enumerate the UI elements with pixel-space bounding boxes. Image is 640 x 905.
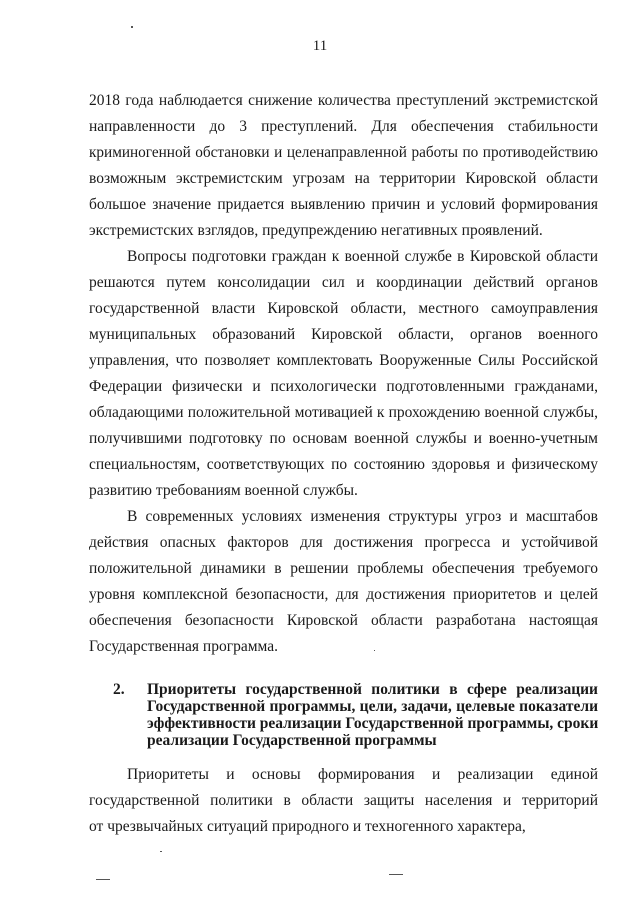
paragraph-line: решаются путем консолидации сил и координации действий органов <box>89 274 598 291</box>
section-heading-title <box>147 681 598 749</box>
paragraph <box>89 88 598 244</box>
section-heading-line: реализации Государственной программы <box>147 732 437 749</box>
section-heading-line: Государственной программы, цели, задачи, целевые показатели <box>147 698 598 715</box>
paragraph-line: управления, что позволяет комплектовать Вооруженные Силы Российской <box>89 352 598 369</box>
paragraph-line: уровня комплексной безопасности, для достижения приоритетов и целей <box>89 586 598 603</box>
scan-speck <box>160 851 162 852</box>
paragraph-line: экстремистских взглядов, предупреждению негативных проявлений. <box>89 222 543 239</box>
paragraph-line: муниципальных образований Кировской области, органов военного <box>89 326 598 343</box>
section-heading-line: эффективности реализации Государственной программы, сроки <box>147 715 599 732</box>
paragraph-line: действия опасных факторов для достижения прогресса и устойчивой <box>89 534 598 551</box>
paragraph <box>89 244 598 504</box>
body-text <box>89 88 598 660</box>
paragraph-line: специальностям, соответствующих по состоянию здоровья и физическому <box>89 456 598 473</box>
paragraph-line: Вопросы подготовки граждан к военной службе в Кировской области <box>127 248 598 265</box>
paragraph-line: обеспечения безопасности Кировской области разработана настоящая <box>89 612 598 629</box>
final-paragraph <box>89 762 598 840</box>
paragraph-line: направленности до 3 преступлений. Для обеспечения стабильности <box>89 118 598 135</box>
paragraph <box>89 504 598 660</box>
paragraph-line: положительной динамики в решении проблемы обеспечения требуемого <box>89 560 598 577</box>
paragraph-line: развитию требованиям военной службы. <box>89 482 358 499</box>
paragraph-line: Приоритеты и основы формирования и реализации единой <box>127 766 598 783</box>
paragraph-line: 2018 года наблюдается снижение количества преступлений экстремистской <box>89 92 598 109</box>
paragraph-line: обладающими положительной мотивацией к прохождению военной службы, <box>89 404 598 421</box>
paragraph-line: В современных условиях изменения структуры угроз и масштабов <box>127 508 598 525</box>
paragraph-line: от чрезвычайных ситуаций природного и техногенного характера, <box>89 818 526 835</box>
scan-speck <box>374 650 375 651</box>
section-heading-number: 2. <box>113 681 125 698</box>
page-number: 11 <box>312 38 328 54</box>
paragraph-line: получившими подготовку по основам военной службы и военно-учетным <box>89 430 598 447</box>
scan-speck <box>96 879 110 880</box>
paragraph-line: Федерации физически и психологически подготовленными гражданами, <box>89 378 598 395</box>
paragraph-line: возможным экстремистским угрозам на территории Кировской области <box>89 170 598 187</box>
paragraph-line: Государственная программа. <box>89 638 278 655</box>
paragraph-line: государственной власти Кировской области, местного самоуправления <box>89 300 598 317</box>
paragraph-line: большое значение придается выявлению причин и условий формирования <box>89 196 598 213</box>
paragraph-line: государственной политики в области защиты населения и территорий <box>89 792 598 809</box>
scan-speck <box>131 26 133 28</box>
scan-speck <box>389 874 403 875</box>
paragraph-line: криминогенной обстановки и целенаправленной работы по противодействию <box>89 144 598 161</box>
section-heading-line: Приоритеты государственной политики в сфере реализации <box>147 681 598 698</box>
